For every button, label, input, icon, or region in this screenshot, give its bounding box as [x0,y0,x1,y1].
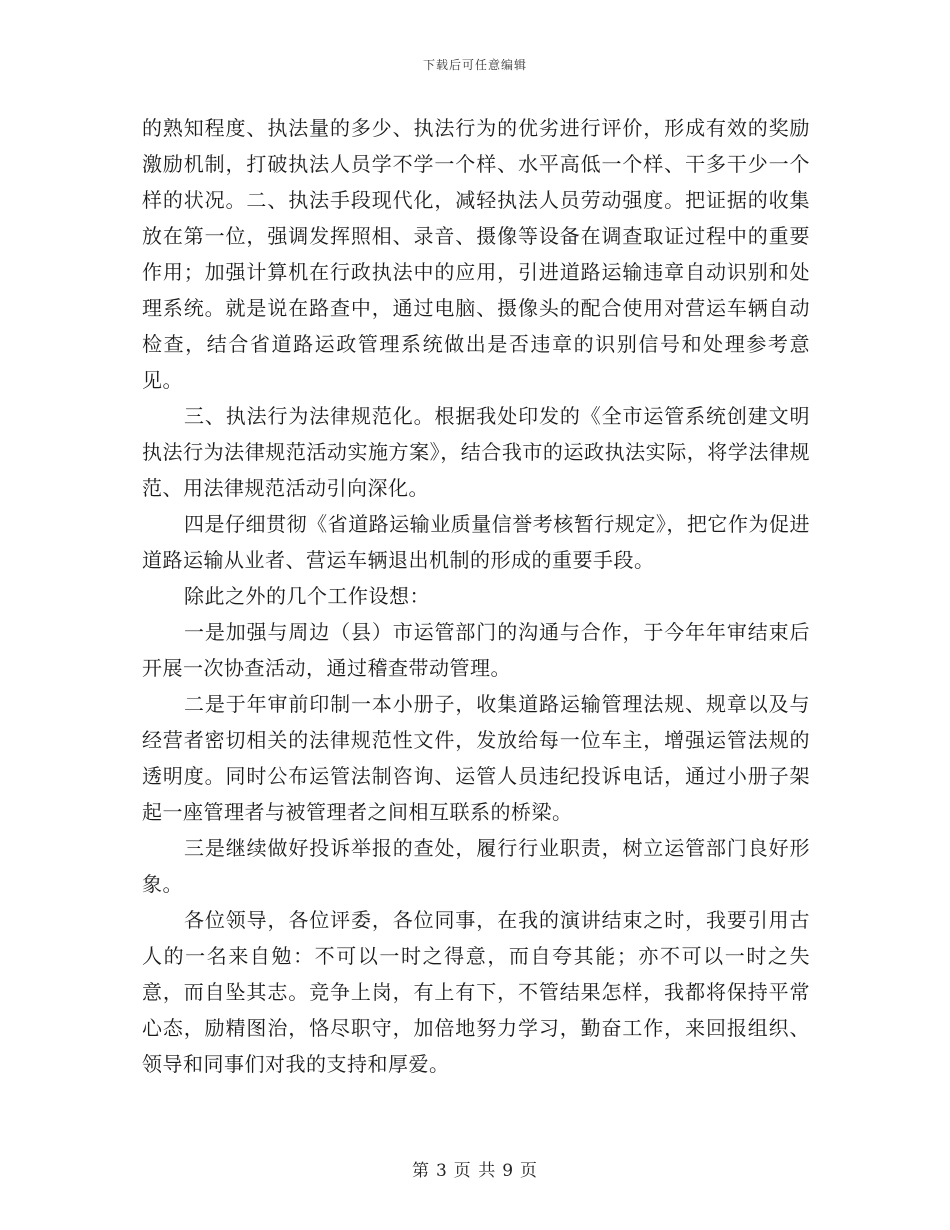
paragraph-4: 除此之外的几个工作设想： [184,584,430,608]
paragraph-2: 三、执法行为法律规范化。根据我处印发的《全市运管系统创建文明执法行为法律规范活动实施方案》，结合我市的运政执法实际，将学法律规范、用法律规范活动引向深化。 [142,404,810,500]
footer-suffix: 页 [520,1161,539,1181]
footer-total-pages: 9 [502,1161,515,1181]
paragraph-6: 二是于年审前印制一本小册子，收集道路运输管理法规、规章以及与经营者密切相关的法律规范性文件，发放给每一位车主，增强运管法规的透明度。同时公布运管法制咨询、运管人员违纪投诉电话，通过小册子架起一座管理者与被管理者之间相互联系的桥梁。 [142,692,810,824]
paragraph-3: 四是仔细贯彻《省道路运输业质量信誉考核暂行规定》，把它作为促进道路运输从业者、营运车辆退出机制的形成的重要手段。 [142,512,810,572]
footer-middle: 页 共 [453,1161,497,1181]
paragraph-7: 三是继续做好投诉举报的查处，履行行业职责，树立运管部门良好形象。 [142,836,810,896]
document-body [142,110,810,1082]
paragraph-1: 的熟知程度、执法量的多少、执法行为的优劣进行评价，形成有效的奖励激励机制，打破执法人员学不学一个样、水平高低一个样、干多干少一个样的状况。二、执法手段现代化，减轻执法人员劳动强度。把证据的收集放在第一位，强调发挥照相、录音、摄像等设备在调查取证过程中的重要作用；加强计算机在行政执法中的应用，引进道路运输违章自动识别和处理系统。就是说在路查中，通过电脑、摄像头的配合使用对营运车辆自动检查，结合省道路运政管理系统做出是否违章的识别信号和处理参考意见。 [142,116,810,392]
paragraph-8: 各位领导，各位评委，各位同事，在我的演讲结束之时，我要引用古人的一名来自勉：不可以一时之得意，而自夸其能；亦不可以一时之失意，而自坠其志。竞争上岗，有上有下，不管结果怎样，我都将保持平常心态，励精图治，恪尽职守，加倍地努力学习，勤奋工作，来回报组织、领导和同事们对我的支持和厚爱。 [142,908,810,1076]
paragraph-5: 一是加强与周边（县）市运管部门的沟通与合作，于今年年审结束后开展一次协查活动，通过稽查带动管理。 [142,620,810,680]
page-header-note: 下载后可任意编辑 [422,58,527,72]
footer-current-page: 3 [435,1161,448,1181]
footer-prefix: 第 [411,1161,430,1181]
page-footer [0,1156,950,1181]
